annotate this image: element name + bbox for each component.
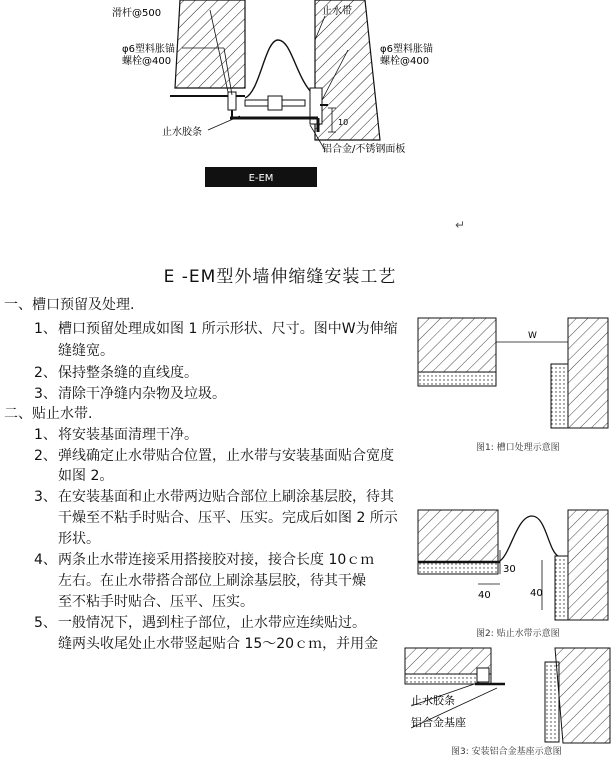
fig1-caption: 图1: 槽口处理示意图 — [476, 443, 560, 453]
page-title: E -EM型外墙伸缩缝安装工艺 — [163, 267, 397, 287]
fig2-dim-40-vertical: 40 — [530, 588, 543, 599]
label-anchor-right-1: φ6塑料胀锚 — [380, 44, 433, 55]
list-item: 1、 槽口预留处理成如图 1 所示形状、尺寸。图中W为伸缩 — [34, 321, 398, 337]
list-item-continued: 缝缝宽。 — [58, 343, 114, 359]
label-anchor-left-2: 螺栓@400 — [122, 56, 172, 67]
fig3-caption: 图3: 安装铝合金基座示意图 — [451, 747, 562, 757]
fig2-caption: 图2: 贴止水带示意图 — [476, 629, 560, 639]
figure-3-base-diagram — [405, 648, 610, 760]
paragraph-mark: ↵ — [455, 218, 466, 232]
list-item: 3、 在安装基面和止水带两边贴合部位上刷涂基层胶，待其 — [34, 489, 394, 505]
list-item-continued: 左右。在止水带搭合部位上刷涂基层胶，待其干燥 — [58, 573, 366, 589]
expansion-joint-detail-drawing — [112, 0, 450, 200]
section-2-heading: 二、贴止水带. — [4, 406, 93, 422]
label-anchor-right-2: 螺栓@400 — [380, 56, 430, 67]
figure-1-groove-diagram — [418, 318, 608, 458]
list-item-continued: 至不粘手时贴合、压平、压实。 — [58, 594, 254, 610]
list-item-continued: 干燥至不粘手时贴合、压平、压实。完成后如图 2 所示 — [58, 510, 398, 526]
label-dimension: 10 — [338, 118, 349, 127]
label-waterstop: 止水带 — [322, 6, 352, 17]
list-item: 2、 弹线确定止水带贴合位置，止水带与安装基面贴合宽度 — [34, 448, 394, 464]
list-item: 1、 将安装基面清理干净。 — [34, 427, 198, 443]
label-anchor-left-1: φ6塑料胀锚 — [122, 44, 175, 55]
section-1-heading: 一、槽口预留及处理. — [4, 297, 135, 313]
fig2-dim-30: 30 — [503, 564, 516, 575]
left-wall — [175, 0, 245, 88]
list-item: 5、 一般情况下，遇到柱子部位，止水带应连续贴过。 — [34, 615, 366, 631]
label-panel: 铝合金/不锈钢面板 — [322, 144, 406, 155]
fig2-dim-40-horizontal: 40 — [478, 590, 491, 601]
fig3-label-base: 铝合金基座 — [411, 716, 466, 729]
list-item: 4、 两条止水带连接采用搭接胶对接，接合长度 10ｃｍ — [34, 552, 375, 568]
list-item-continued: 形状。 — [58, 531, 100, 547]
waterstop-curve — [245, 40, 315, 98]
fig3-label-seal-strip: 止水胶条 — [411, 694, 455, 707]
figure-2-waterstop-diagram — [418, 510, 608, 642]
list-item-continued: 缝两头收尾处止水带竖起贴合 15～20ｃｍ，并用金 — [58, 636, 379, 652]
list-item: 3、 清除干净缝内杂物及垃圾。 — [34, 386, 226, 402]
list-item-continued: 如图 2。 — [58, 468, 114, 484]
label-seal-strip: 止水胶条 — [162, 127, 202, 138]
fig1-width-label: W — [528, 331, 537, 341]
code-label: E-EM — [248, 173, 274, 184]
label-slide-rod: 滑杆@500 — [112, 8, 162, 19]
list-item: 2、 保持整条缝的直线度。 — [34, 365, 198, 381]
